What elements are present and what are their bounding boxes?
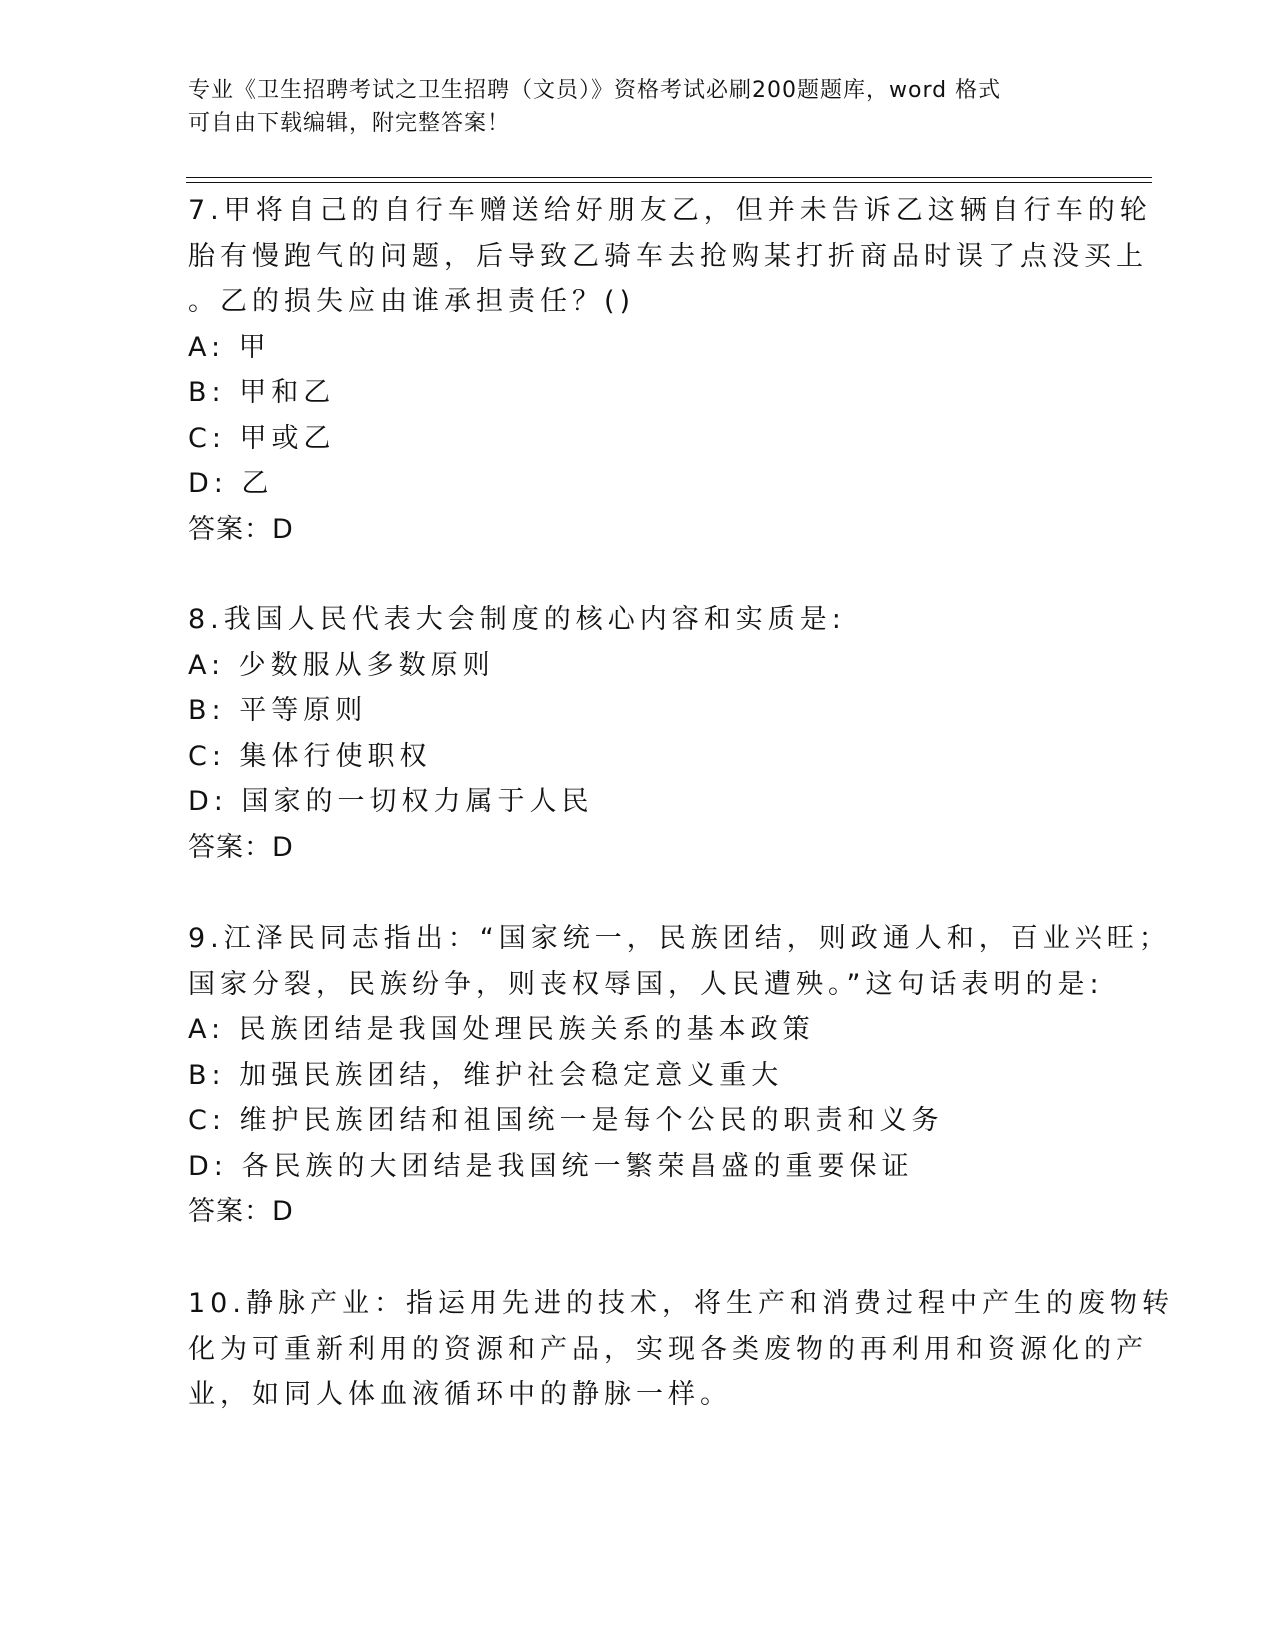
answer-line: 答案：D [188,1196,294,1227]
option-b: B: 甲和乙 [188,377,336,408]
answer-line: 答案：D [188,831,294,863]
option-b: B: 平等原则 [188,695,368,726]
question-text-line: 9.江泽民同志指出：“国家统一，民族团结，则政通人和，百业兴旺； [188,923,1171,954]
option-b: B: 加强民族团结，维护社会稳定意义重大 [188,1059,784,1091]
option-a: A: 甲 [188,331,271,363]
question-text-line: 10.静脉产业：指运用先进的技术，将生产和消费过程中产生的废物转 [188,1288,1174,1319]
document-header [188,74,1068,140]
option-d: D: 各民族的大团结是我国统一繁荣昌盛的重要保证 [188,1150,914,1182]
question-7 [188,188,1152,552]
option-c: C: 甲或乙 [188,422,336,454]
header-divider-bottom [186,182,1152,183]
header-title-line: 专业《卫生招聘考试之卫生招聘（文员）》资格考试必刷200题题库，word 格式 [188,78,1002,103]
header-subtitle-line: 可自由下载编辑，附完整答案！ [188,111,511,136]
question-10 [188,1281,1174,1418]
question-8 [188,597,1088,870]
answer-line: 答案：D [188,513,294,545]
question-text-line: 8.我国人民代表大会制度的核心内容和实质是: [188,604,846,635]
question-9 [188,916,1171,1235]
option-d: D: 国家的一切权力属于人民 [188,786,594,817]
question-text-line: 业，如同人体血液循环中的静脉一样。 [188,1379,732,1410]
option-a: A: 民族团结是我国处理民族关系的基本政策 [188,1014,815,1045]
option-c: C: 集体行使职权 [188,740,432,772]
question-text-line: 化为可重新利用的资源和产品，实现各类废物的再利用和资源化的产 [188,1333,1148,1365]
question-text-line: 胎有慢跑气的问题，后导致乙骑车去抢购某打折商品时误了点没买上 [188,240,1148,272]
option-d: D: 乙 [188,468,274,499]
question-text-line: 7.甲将自己的自行车赠送给好朋友乙，但并未告诉乙这辆自行车的轮 [188,195,1152,226]
header-divider-top [186,177,1152,178]
option-a: A: 少数服从多数原则 [188,649,495,681]
question-text-line: 。乙的损失应由谁承担责任？() [188,286,636,317]
question-text-line: 国家分裂，民族纷争，则丧权辱国，人民遭殃。”这句话表明的是: [188,968,1104,1000]
option-c: C: 维护民族团结和祖国统一是每个公民的职责和义务 [188,1105,944,1136]
